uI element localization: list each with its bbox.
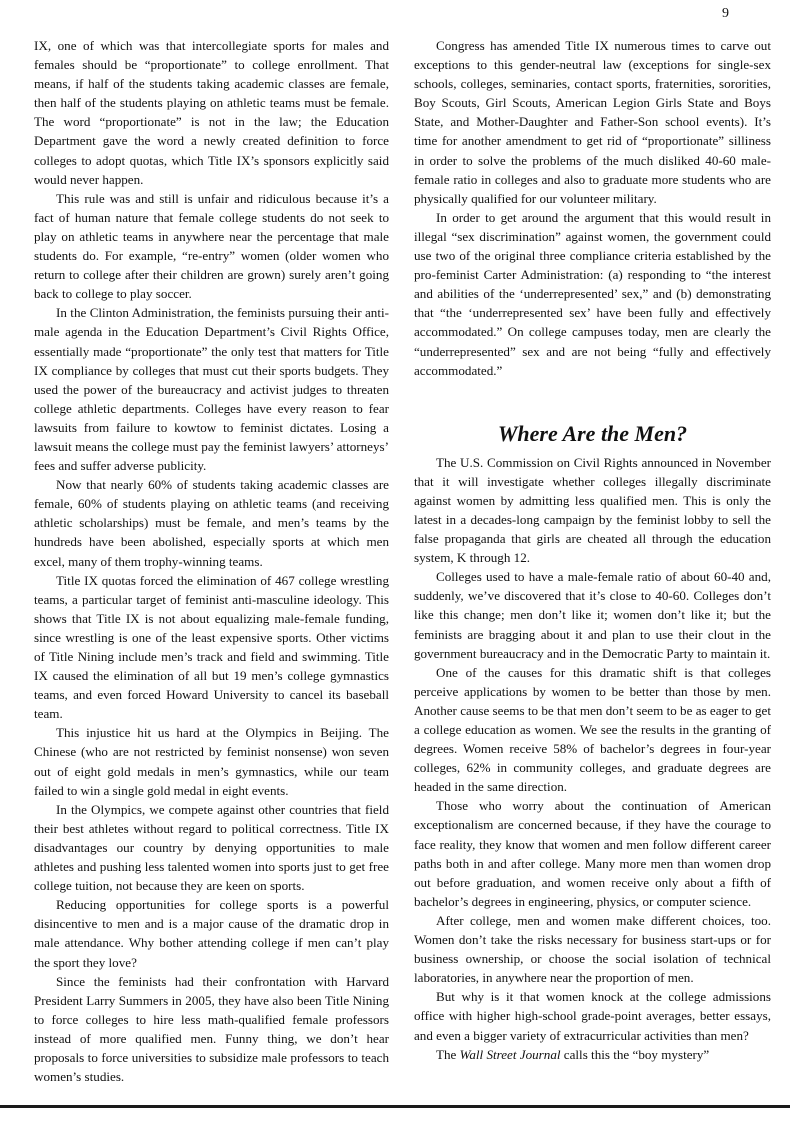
paragraph: Congress has amended Title IX numerous times to carve out exceptions to this gender-neutral law (exceptions for single-sex schools, colleges, seminaries, contact sports, fraternities, sororities, Boy Scouts, Girl Scouts, American Legion Girls State and Boys State, and Mother-Daughter and Father-Son school events). It’s time for another amendment to get rid of “proportionate” silliness in order to solve the problems of the much disliked 40-60 male-female ratio in colleges and also to graduate more students who are physically qualified for our volunteer military.	[414, 38, 771, 206]
section-heading: Where Are the Men?	[497, 420, 688, 446]
text-run: The	[436, 1046, 460, 1062]
paragraph: But why is it that women knock at the college admissions office with higher high-school grade-point averages, better essays, and even a bigger variety of extracurricular activities than men?	[414, 989, 771, 1043]
paragraph: Those who worry about the continuation of American exceptionalism are concerned because, if they have the courage to face reality, they know that women and men follow different career paths both in and after college. Many more men than women drop out before graduation, and women receive only about a fifth of bachelor’s degrees in engineering, physics, or computer science.	[414, 798, 771, 909]
paragraph: Since the feminists had their confrontation with Harvard President Larry Summers in 2005, they have also been Title Nining to force colleges to hire less math-qualified female professors instead of more qualified men. Funny thing, we don’t hear proposals to force universities to subsidize male professors to teach women’s studies.	[34, 973, 389, 1085]
paragraph: Title IX quotas forced the elimination of 467 college wrestling teams, a particular target of feminist anti-masculine ideology. This shows that Title IX is not about equalizing male-female funding, since wrestling is one of the least expensive sports. Other victims of Title Nining include men’s track and field and swimming. Title IX caused the elimination of all but 19 men’s college gymnastics teams, and even forced Howard University to cancel its baseball team.	[34, 572, 389, 722]
text-run: calls this the “boy mystery”	[560, 1046, 710, 1062]
bottom-rule	[0, 1105, 790, 1108]
paragraph: This injustice hit us hard at the Olympics in Beijing. The Chinese (who are not restricted by feminist nonsense) won seven out of eight gold medals in men’s gymnastics, while our team failed to win a single gold medal in eight events.	[34, 725, 389, 798]
paragraph: In the Clinton Administration, the feminists pursuing their anti-male agenda in the Education Department’s Civil Rights Office, essentially made “proportionate” the only test that matters for Title IX compliance by colleges that must cut their sports budgets. They used the power of the bureaucracy and activist judges to threaten college athletic departments. Colleges have every reason to fear lawsuits from failure to kowtow to feminist dictates. Losing a lawsuit means the college must pay the feminist lawyers’ attorneys’ fees and suffer adverse publicity.	[34, 305, 389, 474]
paragraph-last	[414, 1045, 771, 1064]
paragraph: After college, men and women make different choices, too. Women don’t take the risks necessary for business start-ups or for business ownership, or choose the social isolation of technical laboratories, in anywhere near the proportion of men.	[414, 912, 771, 986]
page-number: 9	[722, 6, 729, 21]
paragraph: IX, one of which was that intercollegiate sports for males and females should be “proportionate” to college enrollment. That means, if half of the students taking academic classes are female, then half of the students playing on athletic teams must be female. The word “proportionate” is not in the law; the Education Department gave the word a newly created definition to force colleges to adopt quotas, which Title IX’s sponsors explicitly said would never happen.	[34, 38, 389, 187]
left-column	[34, 36, 389, 1086]
paragraph: This rule was and still is unfair and ridiculous because it’s a fact of human nature that female college students do not seek to play on athletic teams in anywhere near the percentage that male students do. For example, “re-entry” women (older women who return to college after their children are grown) surely aren’t going back to college to play soccer.	[34, 190, 389, 302]
paragraph: In order to get around the argument that this would result in illegal “sex discrimination” against women, the government could use two of the original three compliance criteria established by the pro-feminist Carter Administration: (a) responding to “the interest and abilities of the ‘underrepresented’ sex,” and (b) demonstrating that “the ‘underrepresented sex’ have been fully and effectively accommodated.” On college campuses today, men are clearly the “underrepresented” sex and are not being “fully and effectively accommodated.”	[414, 209, 771, 378]
paragraph: Reducing opportunities for college sports is a powerful disincentive to men and is a major cause of the dramatic drop in male attendance. Why bother attending college if men can’t play the sport they love?	[34, 897, 389, 970]
paragraph: One of the causes for this dramatic shift is that colleges perceive applications by women to be better than those by men. Another cause seems to be that men don’t seem to be as eager to get a college education as women. We see the results in the granting of degrees. Women receive 58% of bachelor’s degrees in four-year colleges, 62% in community colleges, and graduate degrees are headed in the same direction.	[414, 664, 771, 795]
publication-title: Wall Street Journal	[459, 1046, 561, 1062]
paragraph: Colleges used to have a male-female ratio of about 60-40 and, suddenly, we’ve discovered that it’s close to 40-60. Colleges don’t like this change; men don’t like it; women don’t like it; but the feminists are bragging about it and plan to use their clout in the government bureaucracy and in the Democratic Party to maintain it.	[414, 569, 771, 661]
paragraph: Now that nearly 60% of students taking academic classes are female, 60% of students playing on athletic teams (and receiving athletic scholarships) must be female, and men’s teams by the hundreds have been abolished, especially sports at which men excel, many of them trophy-winning teams.	[34, 477, 389, 569]
paragraph: The U.S. Commission on Civil Rights announced in November that it will investigate whether colleges illegally discriminate against women by admitting less qualified men. This is only the latest in a decades-long campaign by the feminist lobby to sell the false propaganda that girls are cheated all through the education system, K through 12.	[414, 454, 771, 566]
paragraph: In the Olympics, we compete against other countries that field their best athletes without regard to political correctness. Title IX disadvantages our country by denying opportunities to male athletes and pushing less talented women into sports just to get free college tuition, not because they are keen on sports.	[34, 801, 389, 894]
right-column	[414, 36, 771, 1064]
